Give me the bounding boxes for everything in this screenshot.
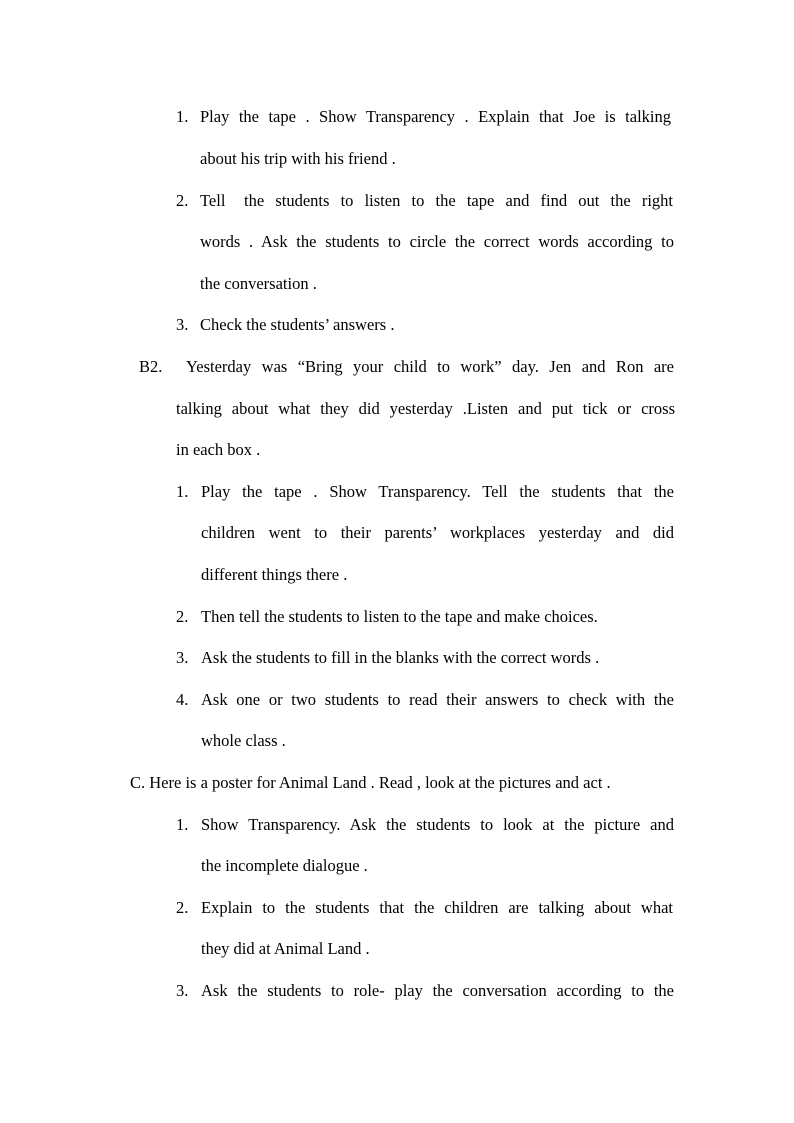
text-line: Ask one or two students to read their answers to check with the [201, 690, 674, 709]
text-line: the students to listen to the tape and find out the right [244, 191, 673, 210]
text-line: Play the tape . Show Transparency. Tell the students that the [201, 482, 674, 501]
list-number: 3. [176, 315, 189, 334]
text-line: the conversation . [200, 274, 317, 293]
list-number: 2. [176, 898, 189, 917]
text-line: words . Ask the students to circle the correct words according to [200, 232, 674, 251]
list-number: 1. [176, 107, 189, 126]
text-line: Yesterday was “Bring your child to work” day. Jen and Ron are [186, 357, 674, 376]
text-line: children went to their parents’ workplaces yesterday and did [201, 523, 674, 542]
text-line: Explain to the students that the children are talking about what [201, 898, 673, 917]
text-line: they did at Animal Land . [201, 939, 370, 958]
section-label: B2. [139, 357, 163, 376]
text-line: Play the tape . Show Transparency . Explain that Joe is talking [200, 107, 671, 126]
text-line: whole class . [201, 731, 286, 750]
text-line: Tell [200, 191, 226, 210]
list-number: 2. [176, 607, 189, 626]
list-number: 2. [176, 191, 189, 210]
text-line: Ask the students to role- play the conversation according to the [201, 981, 674, 1000]
list-number: 3. [176, 648, 189, 667]
text-line: different things there . [201, 565, 348, 584]
text-line: about his trip with his friend . [200, 149, 396, 168]
text-line: in each box . [176, 440, 261, 459]
text-line: Ask the students to fill in the blanks with the correct words . [201, 648, 600, 667]
text-line: talking about what they did yesterday .Listen and put tick or cross [176, 399, 675, 418]
section-heading: C. Here is a poster for Animal Land . Read , look at the pictures and act . [130, 773, 611, 792]
text-line: Show Transparency. Ask the students to look at the picture and [201, 815, 674, 834]
list-number: 1. [176, 482, 189, 501]
list-number: 4. [176, 690, 189, 709]
text-line: Check the students’ answers . [200, 315, 395, 334]
list-number: 1. [176, 815, 189, 834]
text-line: the incomplete dialogue . [201, 856, 368, 875]
text-line: Then tell the students to listen to the tape and make choices. [201, 607, 598, 626]
list-number: 3. [176, 981, 189, 1000]
